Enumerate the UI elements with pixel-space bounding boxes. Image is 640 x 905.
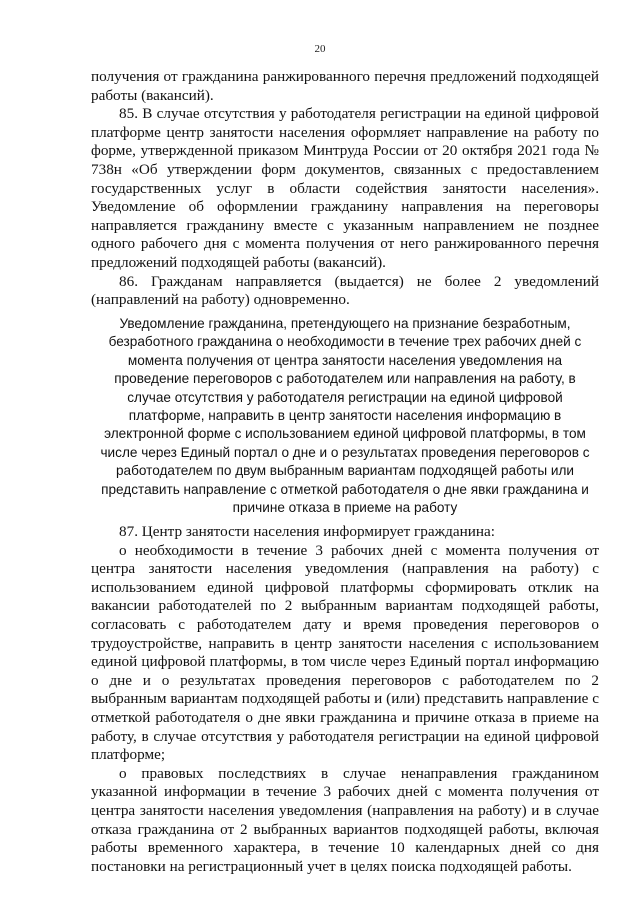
paragraph-85: 85. В случае отсутствия у работодателя регистрации на единой цифровой платформе центр занятости населения оформляет направление на работу по форме, утвержденной приказом Минтруда России от 20 октября 2021 года № 738н «Об утверждении форм документов, связанных с предоставлением государственных услуг в области содействия занятости населения». Уведомление об оформлении гражданину направления на переговоры направляется гражданину вместе с указанным направлением не позднее одного рабочего дня с момента получения от него ранжированного перечня предложений подходящей работы (вакансий). xyxy=(91,105,599,271)
notice-text: Уведомление гражданина, претендующего на признание безработным, безработного гражданина о необходимости в течение трех рабочих дней с момента получения от центра занятости населения уведомления на проведение переговоров с работодателем или направления на работу, в случае отсутствия у работодателя регистрации на единой цифровой платформе, направить в центр занятости населения информацию в электронной форме с использованием единой цифровой платформы, в том числе через Единый портал о дне и о результатах проведения переговоров с работодателем по двум выбранным вариантам подходящей работы или представить направление с отметкой работодателя о дне явки гражданина и причине отказа в приеме на работу xyxy=(100,316,590,516)
paragraph-86: 86. Гражданам направляется (выдается) не более 2 уведомлений (направлений на работу) одновременно. xyxy=(91,272,599,309)
top-text-block xyxy=(91,68,599,310)
paragraph-87: 87. Центр занятости населения информирует гражданина: xyxy=(119,523,495,540)
notice-block xyxy=(91,315,599,517)
paragraph-continuation: получения от гражданина ранжированного перечня предложений подходящей работы (вакансий). xyxy=(91,68,599,104)
paragraph-87-item-1: о необходимости в течение 3 рабочих дней с момента получения от центра занятости населения уведомления (направления на работу) с использованием единой цифровой платформы сформировать отклик на вакансии работодателей по 2 выбранным вариантам подходящей работы, согласовать с работодателем дату и время проведения переговоров о трудоустройстве, направить в центр занятости населения с использованием единой цифровой платформы, в том числе через Единый портал информацию о дне и о результатах проведения переговоров с работодателем по 2 выбранным вариантам подходящей работы и (или) представить направление с отметкой работодателя о дне явки гражданина и причине отказа в приеме на работу, в случае отсутствия у работодателя регистрации на единой цифровой платформе; xyxy=(91,541,599,764)
paragraph-87-item-2: о правовых последствиях в случае ненаправления гражданином указанной информации в течение 3 рабочих дней с момента получения от центра занятости населения уведомления (направления на работу) и в случае отказа гражданина от 2 выбранных вариантов подходящей работы, включая работы временного характера, в течение 10 календарных дней со дня постановки на регистрационный учет в целях поиска подходящей работы. xyxy=(91,764,599,875)
page-number: 20 xyxy=(314,43,326,55)
bottom-text-block xyxy=(91,523,599,876)
